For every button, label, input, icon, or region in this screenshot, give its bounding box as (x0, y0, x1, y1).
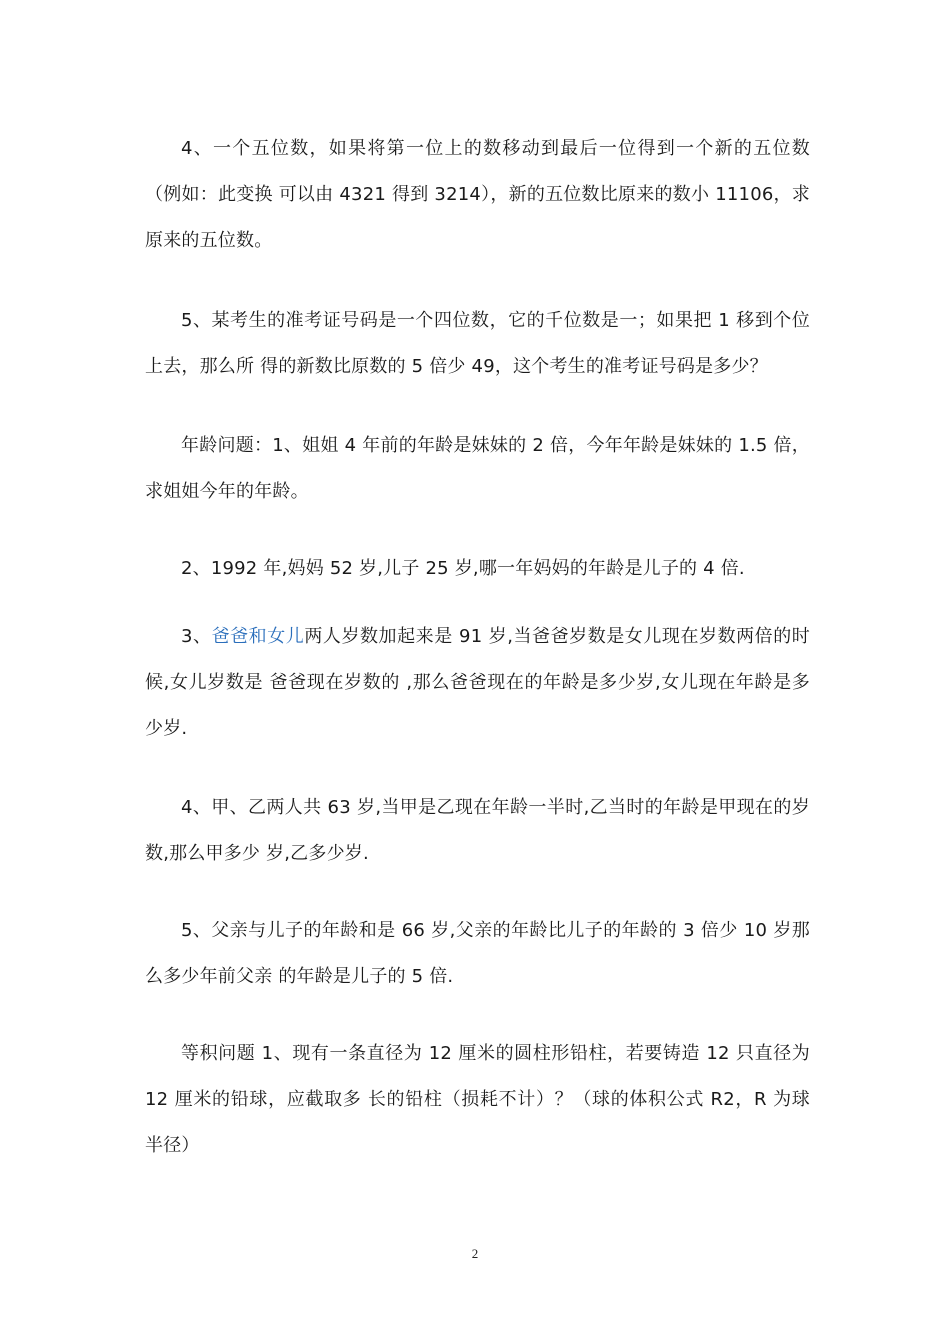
father-daughter-link[interactable]: 爸爸和女儿 (211, 626, 305, 647)
problem-text: 两人岁数加起来是 91 岁,当爸爸岁数是女儿现在岁数两倍的时候,女儿岁数是 爸爸现在岁数的 ,那么爸爸现在的年龄是多少岁,女儿现在年龄是多少岁. (145, 626, 810, 739)
page-number: 2 (471, 1246, 479, 1261)
problem-age-father-son: 5、父亲与儿子的年龄和是 66 岁,父亲的年龄比儿子的年龄的 3 倍少 10 岁那么多少年前父亲 的年龄是儿子的 5 倍. (145, 920, 810, 987)
problem-age-mother-son: 2、1992 年,妈妈 52 岁,儿子 25 岁,哪一年妈妈的年龄是儿子的 4 倍. (181, 558, 745, 579)
problem-equal-volume: 等积问题 1、现有一条直径为 12 厘米的圆柱形铅柱，若要铸造 12 只直径为 12 厘米的铅球，应截取多 长的铅柱（损耗不计）？（球的体积公式 R2，R 为球半径） (145, 1043, 810, 1156)
problem-age-sisters: 年龄问题：1、姐姐 4 年前的年龄是妹妹的 2 倍，今年年龄是妹妹的 1.5 倍，求姐姐今年的年龄。 (145, 435, 810, 502)
problem-age-jia-yi: 4、甲、乙两人共 63 岁,当甲是乙现在年龄一半时,乙当时的年龄是甲现在的岁数,那么甲多少 岁,乙多少岁. (145, 797, 810, 864)
problem-exam-number: 5、某考生的准考证号码是一个四位数，它的千位数是一；如果把 1 移到个位上去，那么所 得的新数比原数的 5 倍少 49，这个考生的准考证号码是多少？ (145, 310, 810, 377)
problem-digit-rotation: 4、一个五位数，如果将第一位上的数移动到最后一位得到一个新的五位数（例如：此变换 可以由 4321 得到 3214），新的五位数比原来的数小 11106，求原来的五位数。 (145, 138, 810, 251)
problem-number: 3、 (181, 626, 212, 647)
problem-age-father-daughter (145, 614, 810, 752)
